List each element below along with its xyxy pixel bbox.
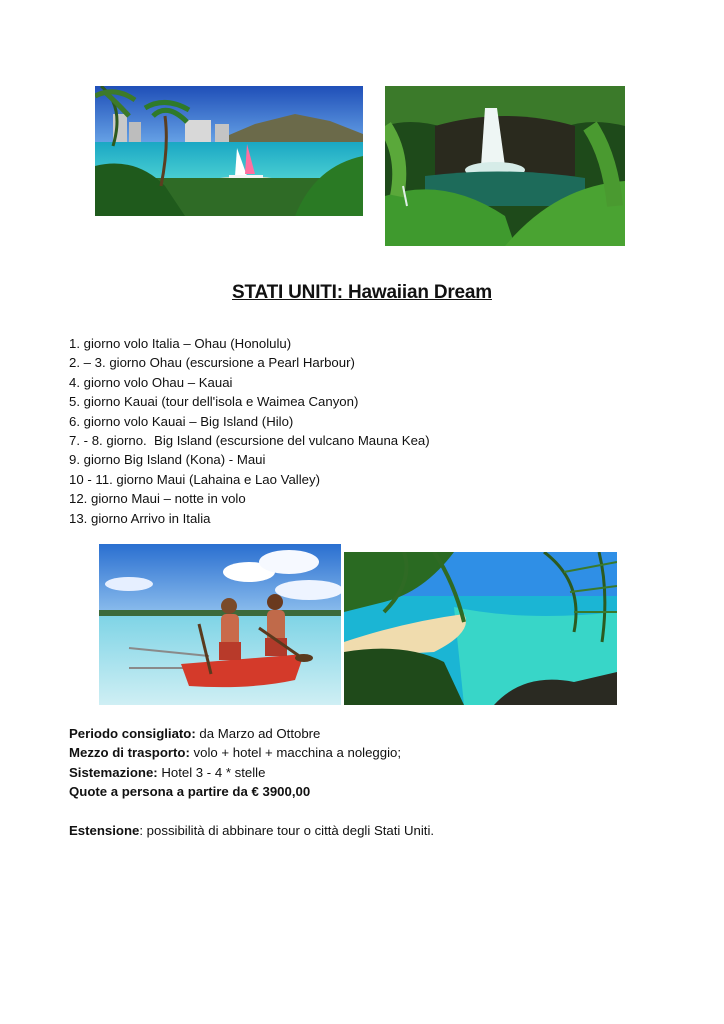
itinerary-item: 1. giorno volo Italia – Ohau (Honolulu) [69,336,292,351]
itinerary-item: 13. giorno Arrivo in Italia [69,510,211,526]
itinerary-item: 6. giorno volo Kauai – Big Island (Hilo) [69,413,294,429]
itinerary-item: 4. giorno volo Ohau – Kauai [69,374,233,390]
itinerary-item: 12. giorno Maui – notte in volo [69,491,246,507]
itinerary-item: 7. - 8. giorno. Big Island (escursione del vulcano Mauna Kea) [69,433,430,449]
itinerary-item: 2. – 3. giorno Ohau (escursione a Pearl Harbour) [69,355,355,371]
period-row [69,724,434,743]
price-text: Quote a persona a partire da € 3900,00 [69,784,311,800]
tropical-cove-photo [344,552,617,705]
price-row [69,782,434,801]
transport-label: Mezzo di trasporto: [69,745,190,761]
accommodation-label: Sistemazione: [69,764,158,780]
transport-value: volo + hotel + macchina a noleggio; [189,745,402,761]
extension-value: : possibilità di abbinare tour o città degli Stati Uniti. [139,823,435,839]
extension-row [69,821,434,840]
extension-label: Estensione [69,823,140,839]
trip-details [69,724,434,840]
outrigger-canoe-photo [99,544,341,705]
itinerary-item: 9. giorno Big Island (Kona) - Maui [69,452,266,468]
period-value: da Marzo ad Ottobre [195,726,321,741]
itinerary-item: 5. giorno Kauai (tour dell'isola e Waimea Canyon) [69,394,359,410]
spacer [69,802,434,821]
accommodation-value: Hotel 3 - 4 * stelle [157,764,266,780]
page-title: STATI UNITI: Hawaiian Dream [232,282,492,303]
itinerary-list [69,334,430,528]
period-label: Periodo consigliato: [69,726,196,741]
itinerary-item: 10 - 11. giorno Maui (Lahaina e Lao Valley) [69,471,320,487]
transport-row [69,743,434,762]
waterfall-photo [385,86,625,246]
accommodation-row [69,763,434,782]
beach-catamaran-photo [95,86,363,216]
